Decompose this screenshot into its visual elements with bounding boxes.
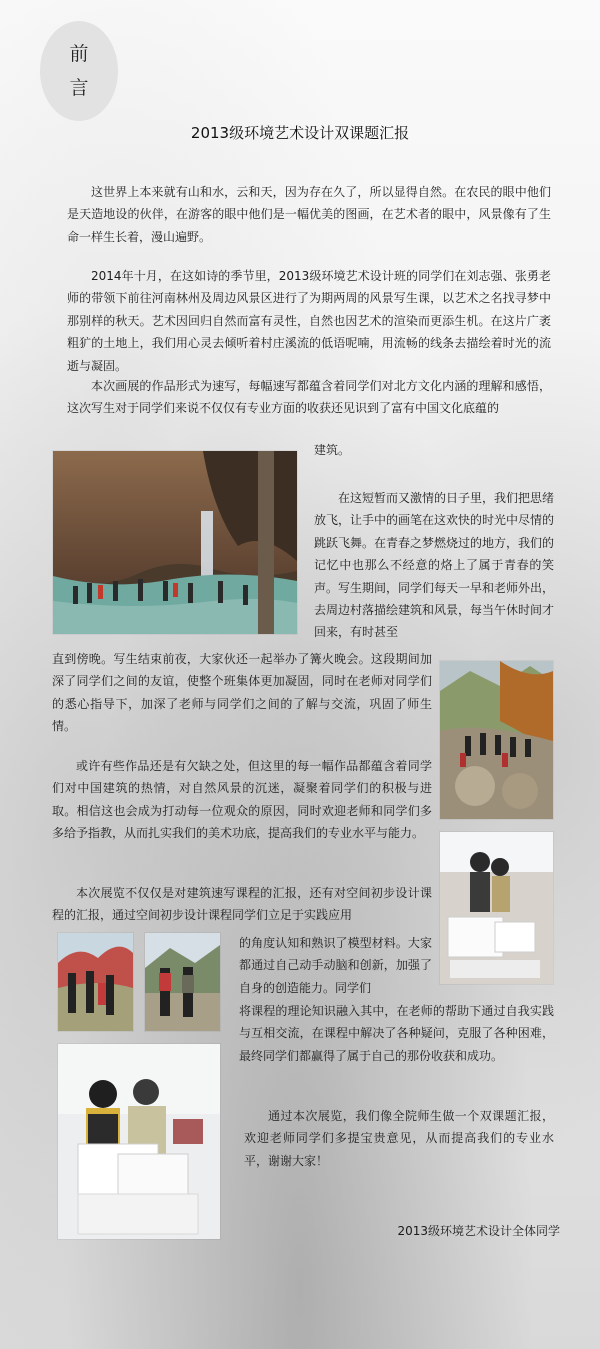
paragraph-7: 通过本次展览，我们像全院师生做一个双课题汇报，欢迎老师同学们多提宝贵意见，从而提高我们的专业水平，谢谢大家！ xyxy=(244,1109,554,1168)
classroom-model-photo xyxy=(439,831,554,985)
paragraph-4: 在这短暂而又激情的日子里，我们把思绪放飞，让手中的画笔在这欢快的时光中尽情的跳跃飞舞。在青春之梦燃烧过的地方，我们的记忆中也那么不经意的烙上了属于青春的笑声。写生期间，同学们每天一早和老师外出，去周边村落描绘建筑和风景，每当午休时间才回来，有时甚至 xyxy=(314,491,555,640)
paragraph-3: 本次画展的作品形式为速写，每幅速写都蕴含着同学们对北方文化内涵的理解和感悟，这次写生对于同学们来说不仅仅有专业方面的收获还见识到了富有中国文化底蕴的 xyxy=(67,379,551,416)
mountain-group-photo xyxy=(439,660,554,820)
paragraph-5: 或许有些作品还是有欠缺之处，但这里的每一幅作品都蕴含着同学们对中国建筑的热情，对自然风景的沉迷，凝聚着同学们的积极与进取。相信这也会成为打动每一位观众的原因，同时欢迎老师和同学们多多给予指教，从而扎实我们的美术功底，提高我们的专业水平与能力。 xyxy=(52,759,432,841)
signature: 2013级环境艺术设计全体同学 xyxy=(397,1224,560,1238)
paragraph-6-tail: 将课程的理论知识融入其中，在老师的帮助下通过自我实践与互相交流，在课程中解决了各种疑问，克服了各种困难，最终同学们都赢得了属于自己的那份收获和成功。 xyxy=(239,1004,554,1063)
waterfall-group-photo xyxy=(52,450,298,635)
preface-badge xyxy=(40,21,118,121)
paragraph-4-tail: 直到傍晚。写生结束前夜，大家伙还一起举办了篝火晚会。这段期间加深了同学们之间的友谊，使整个班集体更加凝固，同时在老师对同学们的悉心指导下，加深了老师与同学们之间的了解与交流，巩固了师生情。 xyxy=(52,652,432,734)
autumn-group-photo-1 xyxy=(57,932,134,1032)
paragraph-6: 本次展览不仅仅是对建筑速写课程的汇报，还有对空间初步设计课程的汇报，通过空间初步设计课程同学们立足于实践应用 xyxy=(52,886,432,923)
paragraph-6-continued: 的角度认知和熟识了模型材料。大家都通过自己动手动脑和创新，加强了自身的创造能力。同学们 xyxy=(239,936,432,995)
paragraph-3-tail: 建筑。 xyxy=(314,443,351,457)
badge-char-2: 言 xyxy=(69,77,89,99)
badge-char-1: 前 xyxy=(69,43,89,65)
autumn-group-photo-2 xyxy=(144,932,221,1032)
paragraph-2: 2014年十月，在这如诗的季节里，2013级环境艺术设计班的同学们在刘志强、张勇老师的带领下前往河南林州及周边风景区进行了为期两周的风景写生课，以艺术之名找寻梦中那别样的秋天。艺术因回归自然而富有灵性，自然也因艺术的渲染而更添生机。在这片广袤粗犷的土地上，我们用心灵去倾听着村庄溪流的低语呢喃，用流畅的线条去描绘着时光的流逝与凝固。 xyxy=(67,269,551,373)
teacher-student-model-photo xyxy=(57,1043,221,1240)
paragraph-1: 这世界上本来就有山和水，云和天，因为存在久了，所以显得自然。在农民的眼中他们是天造地设的伙伴，在游客的眼中他们是一幅优美的图画，在艺术者的眼中，风景像有了生命一样生长着，漫山遍野。 xyxy=(67,185,551,244)
page-title: 2013级环境艺术设计双课题汇报 xyxy=(190,124,410,142)
